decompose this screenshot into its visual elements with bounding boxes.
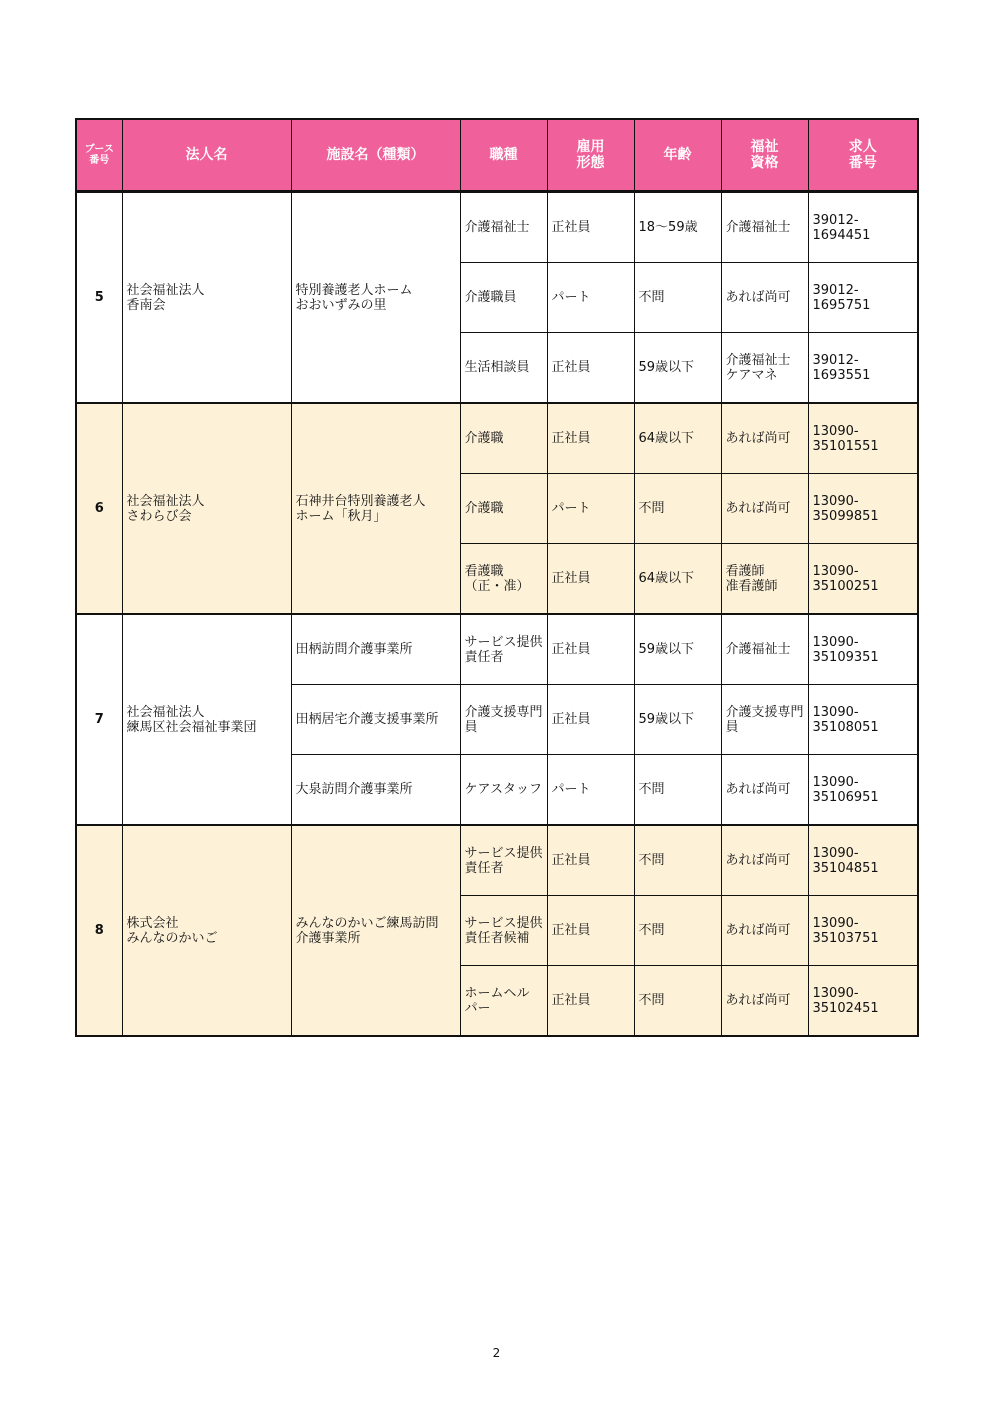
employment-type: パート [547,755,634,826]
facility-name: 田柄居宅介護支援事業所 [291,685,460,755]
job-type: サービス提供 責任者候補 [460,896,547,966]
job-type: 介護職 [460,403,547,474]
job-type: 介護職 [460,474,547,544]
header-facility: 施設名（種類） [291,119,460,192]
employment-type: 正社員 [547,614,634,685]
facility-name: 大泉訪問介護事業所 [291,755,460,826]
corporation-name: 社会福祉法人 練馬区社会福祉事業団 [122,614,291,825]
facility-name: 特別養護老人ホーム おおいずみの里 [291,192,460,404]
qualification: 介護福祉士 [721,192,808,263]
corporation-name: 社会福祉法人 香南会 [122,192,291,404]
facility-name: 田柄訪問介護事業所 [291,614,460,685]
job-type: ホームヘル パー [460,966,547,1037]
age-requirement: 不問 [634,755,721,826]
header-booth: ブース 番号 [76,119,122,192]
employment-type: 正社員 [547,825,634,896]
qualification: 介護福祉士 [721,614,808,685]
table-row [76,825,918,896]
facility-name: みんなのかいご練馬訪問 介護事業所 [291,825,460,1036]
header-age: 年齢 [634,119,721,192]
page-number: 2 [492,1346,501,1360]
booth-number: 8 [76,825,122,1036]
job-type: ケアスタッフ [460,755,547,826]
age-requirement: 不問 [634,263,721,333]
booth-number: 6 [76,403,122,614]
qualification: 介護福祉士 ケアマネ [721,333,808,404]
employment-type: 正社員 [547,192,634,263]
header-corp: 法人名 [122,119,291,192]
age-requirement: 不問 [634,825,721,896]
employment-type: 正社員 [547,333,634,404]
job-id: 13090- 35104851 [808,825,918,896]
header-employment: 雇用 形態 [547,119,634,192]
header-qualification: 福祉 資格 [721,119,808,192]
booth-number: 7 [76,614,122,825]
job-id: 13090- 35106951 [808,755,918,826]
qualification: 介護支援専門 員 [721,685,808,755]
job-id: 13090- 35101551 [808,403,918,474]
table-row [76,403,918,474]
age-requirement: 64歳以下 [634,403,721,474]
age-requirement: 64歳以下 [634,544,721,615]
header-job-type: 職種 [460,119,547,192]
job-id: 13090- 35109351 [808,614,918,685]
job-type: 介護支援専門 員 [460,685,547,755]
job-type: 介護福祉士 [460,192,547,263]
corporation-name: 社会福祉法人 さわらび会 [122,403,291,614]
job-listing-table [75,118,919,1037]
table-row [76,192,918,263]
job-type: サービス提供 責任者 [460,614,547,685]
job-type: サービス提供 責任者 [460,825,547,896]
job-id: 13090- 35099851 [808,474,918,544]
job-id: 13090- 35108051 [808,685,918,755]
table-header-row [76,119,918,192]
qualification: あれば尚可 [721,825,808,896]
qualification: あれば尚可 [721,263,808,333]
header-job-id: 求人 番号 [808,119,918,192]
job-type: 生活相談員 [460,333,547,404]
employment-type: 正社員 [547,685,634,755]
employment-type: パート [547,263,634,333]
age-requirement: 不問 [634,474,721,544]
qualification: あれば尚可 [721,896,808,966]
job-id: 39012- 1693551 [808,333,918,404]
age-requirement: 59歳以下 [634,333,721,404]
employment-type: 正社員 [547,966,634,1037]
job-id: 39012- 1695751 [808,263,918,333]
qualification: あれば尚可 [721,474,808,544]
age-requirement: 18～59歳 [634,192,721,263]
age-requirement: 不問 [634,966,721,1037]
employment-type: 正社員 [547,896,634,966]
age-requirement: 59歳以下 [634,614,721,685]
job-type: 看護職 （正・准） [460,544,547,615]
employment-type: パート [547,474,634,544]
corporation-name: 株式会社 みんなのかいご [122,825,291,1036]
qualification: あれば尚可 [721,755,808,826]
employment-type: 正社員 [547,403,634,474]
booth-number: 5 [76,192,122,404]
age-requirement: 59歳以下 [634,685,721,755]
job-id: 13090- 35100251 [808,544,918,615]
job-id: 13090- 35102451 [808,966,918,1037]
table-row [76,614,918,685]
qualification: あれば尚可 [721,403,808,474]
qualification: あれば尚可 [721,966,808,1037]
qualification: 看護師 准看護師 [721,544,808,615]
facility-name: 石神井台特別養護老人 ホーム「秋月」 [291,403,460,614]
employment-type: 正社員 [547,544,634,615]
job-type: 介護職員 [460,263,547,333]
age-requirement: 不問 [634,896,721,966]
job-id: 13090- 35103751 [808,896,918,966]
job-id: 39012- 1694451 [808,192,918,263]
